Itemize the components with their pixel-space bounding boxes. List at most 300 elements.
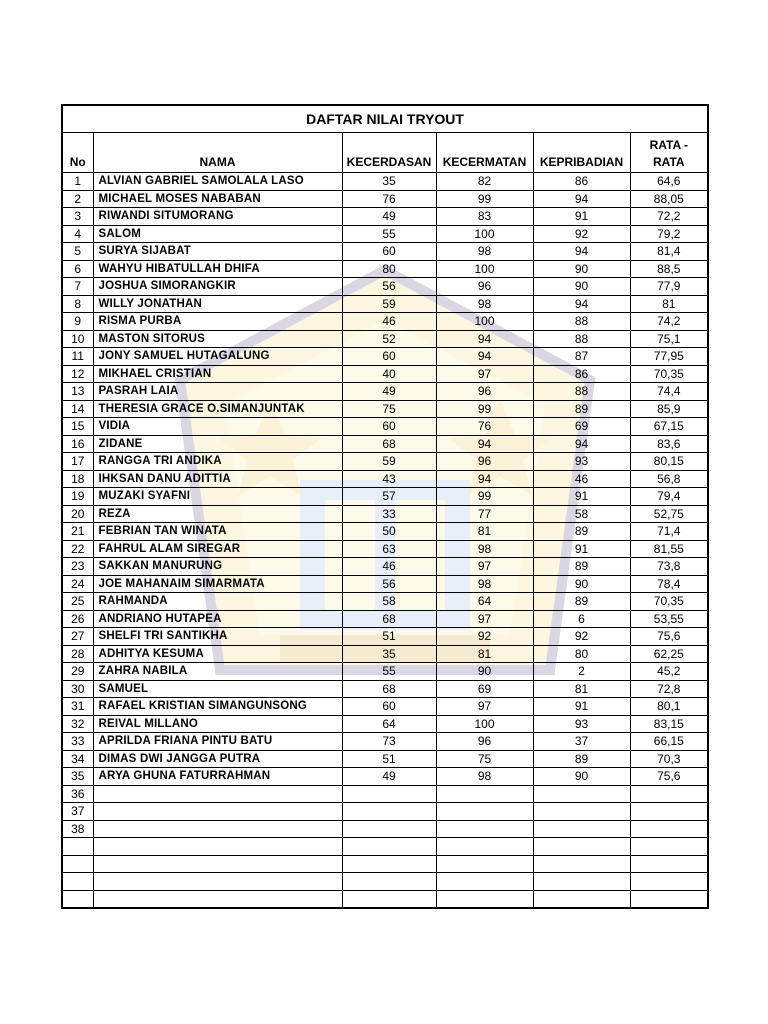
cell-rata-rata: 81 bbox=[630, 295, 708, 313]
cell-kecermatan: 92 bbox=[436, 628, 533, 646]
cell-kecerdasan: 56 bbox=[342, 575, 436, 593]
header-nama: NAMA bbox=[93, 133, 342, 173]
cell-no bbox=[62, 855, 93, 873]
cell-kecermatan: 96 bbox=[436, 383, 533, 401]
cell-kecerdasan: 58 bbox=[342, 593, 436, 611]
cell-rata-rata: 75,1 bbox=[630, 330, 708, 348]
cell-nama: RIWANDI SITUMORANG bbox=[93, 208, 342, 226]
cell-kecerdasan: 68 bbox=[342, 435, 436, 453]
cell-kecermatan bbox=[436, 785, 533, 803]
cell-kepribadian: 89 bbox=[533, 750, 630, 768]
table-row bbox=[62, 575, 708, 593]
cell-kecerdasan bbox=[342, 838, 436, 856]
cell-rata-rata: 62,25 bbox=[630, 645, 708, 663]
cell-kecermatan: 99 bbox=[436, 190, 533, 208]
cell-kepribadian: 69 bbox=[533, 418, 630, 436]
cell-no: 1 bbox=[62, 173, 93, 191]
cell-kepribadian: 89 bbox=[533, 523, 630, 541]
cell-rata-rata: 77,95 bbox=[630, 348, 708, 366]
cell-rata-rata: 64,6 bbox=[630, 173, 708, 191]
table-row bbox=[62, 243, 708, 261]
cell-rata-rata: 79,2 bbox=[630, 225, 708, 243]
cell-kecermatan: 98 bbox=[436, 243, 533, 261]
cell-kecerdasan: 60 bbox=[342, 348, 436, 366]
cell-rata-rata: 78,4 bbox=[630, 575, 708, 593]
table-row bbox=[62, 400, 708, 418]
cell-no: 14 bbox=[62, 400, 93, 418]
table-row bbox=[62, 785, 708, 803]
cell-kepribadian: 88 bbox=[533, 313, 630, 331]
cell-nama: FAHRUL ALAM SIREGAR bbox=[93, 540, 342, 558]
cell-no: 20 bbox=[62, 505, 93, 523]
cell-no: 31 bbox=[62, 698, 93, 716]
cell-kecermatan: 94 bbox=[436, 435, 533, 453]
cell-no: 25 bbox=[62, 593, 93, 611]
cell-no: 26 bbox=[62, 610, 93, 628]
cell-kepribadian: 88 bbox=[533, 330, 630, 348]
cell-kecerdasan: 43 bbox=[342, 470, 436, 488]
table-row bbox=[62, 733, 708, 751]
cell-nama: ARYA GHUNA FATURRAHMAN bbox=[93, 768, 342, 786]
cell-kecermatan: 98 bbox=[436, 768, 533, 786]
cell-rata-rata: 80,1 bbox=[630, 698, 708, 716]
table-row bbox=[62, 295, 708, 313]
cell-kecermatan: 96 bbox=[436, 453, 533, 471]
cell-nama: SHELFI TRI SANTIKHA bbox=[93, 628, 342, 646]
table-row bbox=[62, 838, 708, 856]
cell-kecermatan: 100 bbox=[436, 225, 533, 243]
cell-kecerdasan: 40 bbox=[342, 365, 436, 383]
cell-nama: JONY SAMUEL HUTAGALUNG bbox=[93, 348, 342, 366]
cell-rata-rata: 83,15 bbox=[630, 715, 708, 733]
cell-kepribadian: 93 bbox=[533, 715, 630, 733]
cell-no: 9 bbox=[62, 313, 93, 331]
table-row bbox=[62, 173, 708, 191]
cell-rata-rata: 71,4 bbox=[630, 523, 708, 541]
cell-kecerdasan: 75 bbox=[342, 400, 436, 418]
cell-kepribadian: 94 bbox=[533, 295, 630, 313]
cell-kepribadian: 80 bbox=[533, 645, 630, 663]
table-row bbox=[62, 313, 708, 331]
cell-rata-rata: 45,2 bbox=[630, 663, 708, 681]
cell-nama: MICHAEL MOSES NABABAN bbox=[93, 190, 342, 208]
cell-kepribadian: 58 bbox=[533, 505, 630, 523]
cell-kecerdasan: 73 bbox=[342, 733, 436, 751]
cell-kecerdasan: 52 bbox=[342, 330, 436, 348]
cell-kepribadian: 91 bbox=[533, 208, 630, 226]
cell-kepribadian: 37 bbox=[533, 733, 630, 751]
cell-no: 18 bbox=[62, 470, 93, 488]
cell-kecerdasan: 51 bbox=[342, 750, 436, 768]
cell-kecermatan: 76 bbox=[436, 418, 533, 436]
cell-kecerdasan: 59 bbox=[342, 453, 436, 471]
cell-nama bbox=[93, 873, 342, 891]
header-rata-rata bbox=[630, 133, 708, 173]
cell-kepribadian: 94 bbox=[533, 435, 630, 453]
table-row bbox=[62, 715, 708, 733]
cell-kepribadian: 90 bbox=[533, 575, 630, 593]
table-row bbox=[62, 365, 708, 383]
table-row bbox=[62, 768, 708, 786]
cell-rata-rata bbox=[630, 838, 708, 856]
cell-rata-rata: 83,6 bbox=[630, 435, 708, 453]
cell-rata-rata: 81,55 bbox=[630, 540, 708, 558]
cell-kepribadian bbox=[533, 820, 630, 838]
cell-kecerdasan: 76 bbox=[342, 190, 436, 208]
cell-kecerdasan: 63 bbox=[342, 540, 436, 558]
cell-kecermatan bbox=[436, 820, 533, 838]
table-row bbox=[62, 348, 708, 366]
cell-no: 38 bbox=[62, 820, 93, 838]
cell-kepribadian: 91 bbox=[533, 540, 630, 558]
cell-kecerdasan: 46 bbox=[342, 558, 436, 576]
cell-no: 11 bbox=[62, 348, 93, 366]
cell-no: 8 bbox=[62, 295, 93, 313]
table-row bbox=[62, 470, 708, 488]
cell-kecermatan: 96 bbox=[436, 278, 533, 296]
table-row bbox=[62, 225, 708, 243]
cell-kepribadian: 89 bbox=[533, 593, 630, 611]
cell-kecerdasan: 60 bbox=[342, 243, 436, 261]
cell-rata-rata: 81,4 bbox=[630, 243, 708, 261]
cell-kecerdasan bbox=[342, 855, 436, 873]
cell-kecermatan bbox=[436, 855, 533, 873]
cell-kecerdasan: 35 bbox=[342, 173, 436, 191]
table-row bbox=[62, 488, 708, 506]
cell-nama: ADHITYA KESUMA bbox=[93, 645, 342, 663]
cell-kecermatan: 82 bbox=[436, 173, 533, 191]
cell-nama: WAHYU HIBATULLAH DHIFA bbox=[93, 260, 342, 278]
cell-kecermatan: 94 bbox=[436, 470, 533, 488]
cell-kecerdasan: 56 bbox=[342, 278, 436, 296]
table-row bbox=[62, 873, 708, 891]
cell-rata-rata: 88,05 bbox=[630, 190, 708, 208]
cell-nama: VIDIA bbox=[93, 418, 342, 436]
cell-no: 22 bbox=[62, 540, 93, 558]
cell-no: 4 bbox=[62, 225, 93, 243]
cell-nama: APRILDA FRIANA PINTU BATU bbox=[93, 733, 342, 751]
header-kecermatan: KECERMATAN bbox=[436, 133, 533, 173]
cell-rata-rata: 75,6 bbox=[630, 768, 708, 786]
cell-kepribadian: 94 bbox=[533, 243, 630, 261]
cell-kecerdasan: 35 bbox=[342, 645, 436, 663]
cell-nama: REIVAL MILLANO bbox=[93, 715, 342, 733]
cell-nama: SAMUEL bbox=[93, 680, 342, 698]
cell-rata-rata bbox=[630, 855, 708, 873]
cell-kecermatan: 100 bbox=[436, 313, 533, 331]
table-row bbox=[62, 540, 708, 558]
cell-rata-rata: 72,8 bbox=[630, 680, 708, 698]
cell-kepribadian: 46 bbox=[533, 470, 630, 488]
cell-no: 32 bbox=[62, 715, 93, 733]
cell-kepribadian bbox=[533, 855, 630, 873]
cell-kecermatan: 94 bbox=[436, 330, 533, 348]
cell-kepribadian: 90 bbox=[533, 278, 630, 296]
cell-nama: RAHMANDA bbox=[93, 593, 342, 611]
header-no: No bbox=[62, 133, 93, 173]
table-row bbox=[62, 260, 708, 278]
cell-rata-rata: 77,9 bbox=[630, 278, 708, 296]
cell-nama: FEBRIAN TAN WINATA bbox=[93, 523, 342, 541]
table-row bbox=[62, 698, 708, 716]
cell-nama: WILLY JONATHAN bbox=[93, 295, 342, 313]
cell-kecermatan: 98 bbox=[436, 575, 533, 593]
cell-rata-rata: 74,2 bbox=[630, 313, 708, 331]
cell-kecermatan: 75 bbox=[436, 750, 533, 768]
cell-nama bbox=[93, 803, 342, 821]
cell-no: 29 bbox=[62, 663, 93, 681]
cell-nama bbox=[93, 855, 342, 873]
cell-kecermatan: 97 bbox=[436, 698, 533, 716]
cell-nama: PASRAH LAIA bbox=[93, 383, 342, 401]
cell-kepribadian: 81 bbox=[533, 680, 630, 698]
cell-nama: ALVIAN GABRIEL SAMOLALA LASO bbox=[93, 173, 342, 191]
cell-kecerdasan: 80 bbox=[342, 260, 436, 278]
table-row bbox=[62, 523, 708, 541]
cell-nama bbox=[93, 785, 342, 803]
cell-kepribadian: 2 bbox=[533, 663, 630, 681]
cell-rata-rata: 67,15 bbox=[630, 418, 708, 436]
cell-kepribadian bbox=[533, 873, 630, 891]
table-row bbox=[62, 190, 708, 208]
table-row bbox=[62, 820, 708, 838]
table-row bbox=[62, 610, 708, 628]
cell-kecerdasan: 55 bbox=[342, 225, 436, 243]
cell-nama: MASTON SITORUS bbox=[93, 330, 342, 348]
cell-kecerdasan: 60 bbox=[342, 698, 436, 716]
cell-nama: SALOM bbox=[93, 225, 342, 243]
cell-no: 21 bbox=[62, 523, 93, 541]
header-kepribadian: KEPRIBADIAN bbox=[533, 133, 630, 173]
cell-rata-rata bbox=[630, 890, 708, 908]
table-row bbox=[62, 855, 708, 873]
cell-no: 17 bbox=[62, 453, 93, 471]
cell-no: 5 bbox=[62, 243, 93, 261]
table-row bbox=[62, 628, 708, 646]
cell-kecermatan: 99 bbox=[436, 400, 533, 418]
cell-kecerdasan: 49 bbox=[342, 383, 436, 401]
cell-no: 15 bbox=[62, 418, 93, 436]
cell-no: 16 bbox=[62, 435, 93, 453]
cell-kecermatan: 83 bbox=[436, 208, 533, 226]
cell-no: 10 bbox=[62, 330, 93, 348]
cell-no: 6 bbox=[62, 260, 93, 278]
cell-nama: DIMAS DWI JANGGA PUTRA bbox=[93, 750, 342, 768]
cell-nama: MUZAKI SYAFNI bbox=[93, 488, 342, 506]
header-rata-line1: RATA - bbox=[649, 138, 688, 152]
cell-kecermatan: 81 bbox=[436, 645, 533, 663]
cell-rata-rata: 56,8 bbox=[630, 470, 708, 488]
cell-kepribadian: 87 bbox=[533, 348, 630, 366]
cell-kepribadian: 94 bbox=[533, 190, 630, 208]
cell-rata-rata: 72,2 bbox=[630, 208, 708, 226]
cell-no: 37 bbox=[62, 803, 93, 821]
cell-no: 3 bbox=[62, 208, 93, 226]
cell-no: 27 bbox=[62, 628, 93, 646]
table-row bbox=[62, 330, 708, 348]
cell-kecerdasan bbox=[342, 890, 436, 908]
cell-rata-rata: 80,15 bbox=[630, 453, 708, 471]
table-row bbox=[62, 680, 708, 698]
cell-nama: RISMA PURBA bbox=[93, 313, 342, 331]
cell-no bbox=[62, 873, 93, 891]
cell-nama: REZA bbox=[93, 505, 342, 523]
cell-rata-rata: 70,3 bbox=[630, 750, 708, 768]
cell-nama: RANGGA TRI ANDIKA bbox=[93, 453, 342, 471]
cell-kecermatan: 96 bbox=[436, 733, 533, 751]
table-row bbox=[62, 558, 708, 576]
cell-kecermatan bbox=[436, 873, 533, 891]
cell-kepribadian: 6 bbox=[533, 610, 630, 628]
header-kecerdasan: KECERDASAN bbox=[342, 133, 436, 173]
cell-no: 35 bbox=[62, 768, 93, 786]
table-row bbox=[62, 278, 708, 296]
cell-kecermatan: 94 bbox=[436, 348, 533, 366]
table-body bbox=[62, 173, 708, 909]
header-rata-line2: RATA bbox=[653, 155, 685, 169]
cell-no: 30 bbox=[62, 680, 93, 698]
cell-kepribadian bbox=[533, 890, 630, 908]
cell-kecermatan: 97 bbox=[436, 558, 533, 576]
cell-kepribadian: 89 bbox=[533, 400, 630, 418]
table-row bbox=[62, 383, 708, 401]
cell-no: 36 bbox=[62, 785, 93, 803]
cell-kecermatan: 97 bbox=[436, 610, 533, 628]
cell-kecerdasan: 57 bbox=[342, 488, 436, 506]
cell-kecerdasan bbox=[342, 820, 436, 838]
cell-nama: SURYA SIJABAT bbox=[93, 243, 342, 261]
cell-rata-rata: 73,8 bbox=[630, 558, 708, 576]
cell-rata-rata: 66,15 bbox=[630, 733, 708, 751]
table-row bbox=[62, 435, 708, 453]
cell-kecermatan: 64 bbox=[436, 593, 533, 611]
cell-kecermatan: 97 bbox=[436, 365, 533, 383]
cell-nama: IHKSAN DANU ADITTIA bbox=[93, 470, 342, 488]
cell-kepribadian bbox=[533, 803, 630, 821]
table-row bbox=[62, 890, 708, 908]
cell-kepribadian: 91 bbox=[533, 488, 630, 506]
cell-kecermatan bbox=[436, 890, 533, 908]
table-row bbox=[62, 505, 708, 523]
cell-kecerdasan bbox=[342, 785, 436, 803]
cell-kecermatan bbox=[436, 803, 533, 821]
cell-kecermatan: 81 bbox=[436, 523, 533, 541]
grades-table bbox=[61, 104, 709, 909]
cell-no: 24 bbox=[62, 575, 93, 593]
grade-sheet bbox=[61, 104, 707, 909]
cell-rata-rata: 70,35 bbox=[630, 365, 708, 383]
cell-kecermatan bbox=[436, 838, 533, 856]
cell-rata-rata: 53,55 bbox=[630, 610, 708, 628]
cell-rata-rata: 70,35 bbox=[630, 593, 708, 611]
cell-kepribadian: 89 bbox=[533, 558, 630, 576]
cell-rata-rata: 52,75 bbox=[630, 505, 708, 523]
cell-nama bbox=[93, 820, 342, 838]
cell-no: 12 bbox=[62, 365, 93, 383]
cell-rata-rata: 74,4 bbox=[630, 383, 708, 401]
cell-nama: JOE MAHANAIM SIMARMATA bbox=[93, 575, 342, 593]
table-row bbox=[62, 803, 708, 821]
cell-kecerdasan: 46 bbox=[342, 313, 436, 331]
cell-nama: ZAHRA NABILA bbox=[93, 663, 342, 681]
cell-kepribadian: 91 bbox=[533, 698, 630, 716]
cell-nama: SAKKAN MANURUNG bbox=[93, 558, 342, 576]
cell-kepribadian: 90 bbox=[533, 260, 630, 278]
cell-no: 2 bbox=[62, 190, 93, 208]
cell-kecermatan: 90 bbox=[436, 663, 533, 681]
cell-kecermatan: 99 bbox=[436, 488, 533, 506]
cell-kepribadian: 90 bbox=[533, 768, 630, 786]
cell-kecermatan: 69 bbox=[436, 680, 533, 698]
cell-kepribadian: 92 bbox=[533, 225, 630, 243]
cell-nama: RAFAEL KRISTIAN SIMANGUNSONG bbox=[93, 698, 342, 716]
cell-no bbox=[62, 838, 93, 856]
cell-kecerdasan: 33 bbox=[342, 505, 436, 523]
cell-no bbox=[62, 890, 93, 908]
cell-nama: MIKHAEL CRISTIAN bbox=[93, 365, 342, 383]
table-row bbox=[62, 208, 708, 226]
cell-kecerdasan: 68 bbox=[342, 680, 436, 698]
cell-rata-rata bbox=[630, 785, 708, 803]
cell-kecermatan: 100 bbox=[436, 715, 533, 733]
cell-nama: JOSHUA SIMORANGKIR bbox=[93, 278, 342, 296]
cell-rata-rata bbox=[630, 873, 708, 891]
cell-kecerdasan: 51 bbox=[342, 628, 436, 646]
cell-kecermatan: 98 bbox=[436, 295, 533, 313]
cell-kepribadian: 86 bbox=[533, 173, 630, 191]
cell-nama bbox=[93, 838, 342, 856]
cell-rata-rata bbox=[630, 803, 708, 821]
cell-rata-rata: 85,9 bbox=[630, 400, 708, 418]
cell-rata-rata: 88,5 bbox=[630, 260, 708, 278]
sheet-title: DAFTAR NILAI TRYOUT bbox=[62, 105, 708, 133]
table-row bbox=[62, 593, 708, 611]
cell-kecerdasan: 55 bbox=[342, 663, 436, 681]
cell-kepribadian: 88 bbox=[533, 383, 630, 401]
cell-kepribadian: 93 bbox=[533, 453, 630, 471]
table-row bbox=[62, 453, 708, 471]
table-row bbox=[62, 663, 708, 681]
cell-nama: ZIDANE bbox=[93, 435, 342, 453]
table-row bbox=[62, 645, 708, 663]
cell-kecerdasan bbox=[342, 803, 436, 821]
table-row bbox=[62, 418, 708, 436]
cell-kecerdasan: 60 bbox=[342, 418, 436, 436]
cell-rata-rata: 79,4 bbox=[630, 488, 708, 506]
cell-nama bbox=[93, 890, 342, 908]
cell-kecermatan: 77 bbox=[436, 505, 533, 523]
cell-no: 23 bbox=[62, 558, 93, 576]
cell-nama: ANDRIANO HUTAPEA bbox=[93, 610, 342, 628]
cell-kepribadian: 92 bbox=[533, 628, 630, 646]
cell-kecerdasan: 59 bbox=[342, 295, 436, 313]
cell-kecerdasan: 49 bbox=[342, 208, 436, 226]
table-row bbox=[62, 750, 708, 768]
cell-kecerdasan: 68 bbox=[342, 610, 436, 628]
cell-kepribadian: 86 bbox=[533, 365, 630, 383]
cell-rata-rata bbox=[630, 820, 708, 838]
cell-nama: THERESIA GRACE O.SIMANJUNTAK bbox=[93, 400, 342, 418]
cell-kecerdasan: 50 bbox=[342, 523, 436, 541]
cell-kecermatan: 100 bbox=[436, 260, 533, 278]
cell-rata-rata: 75,6 bbox=[630, 628, 708, 646]
cell-kecerdasan: 49 bbox=[342, 768, 436, 786]
cell-no: 33 bbox=[62, 733, 93, 751]
cell-kecerdasan: 64 bbox=[342, 715, 436, 733]
cell-kepribadian bbox=[533, 838, 630, 856]
cell-no: 19 bbox=[62, 488, 93, 506]
cell-no: 28 bbox=[62, 645, 93, 663]
